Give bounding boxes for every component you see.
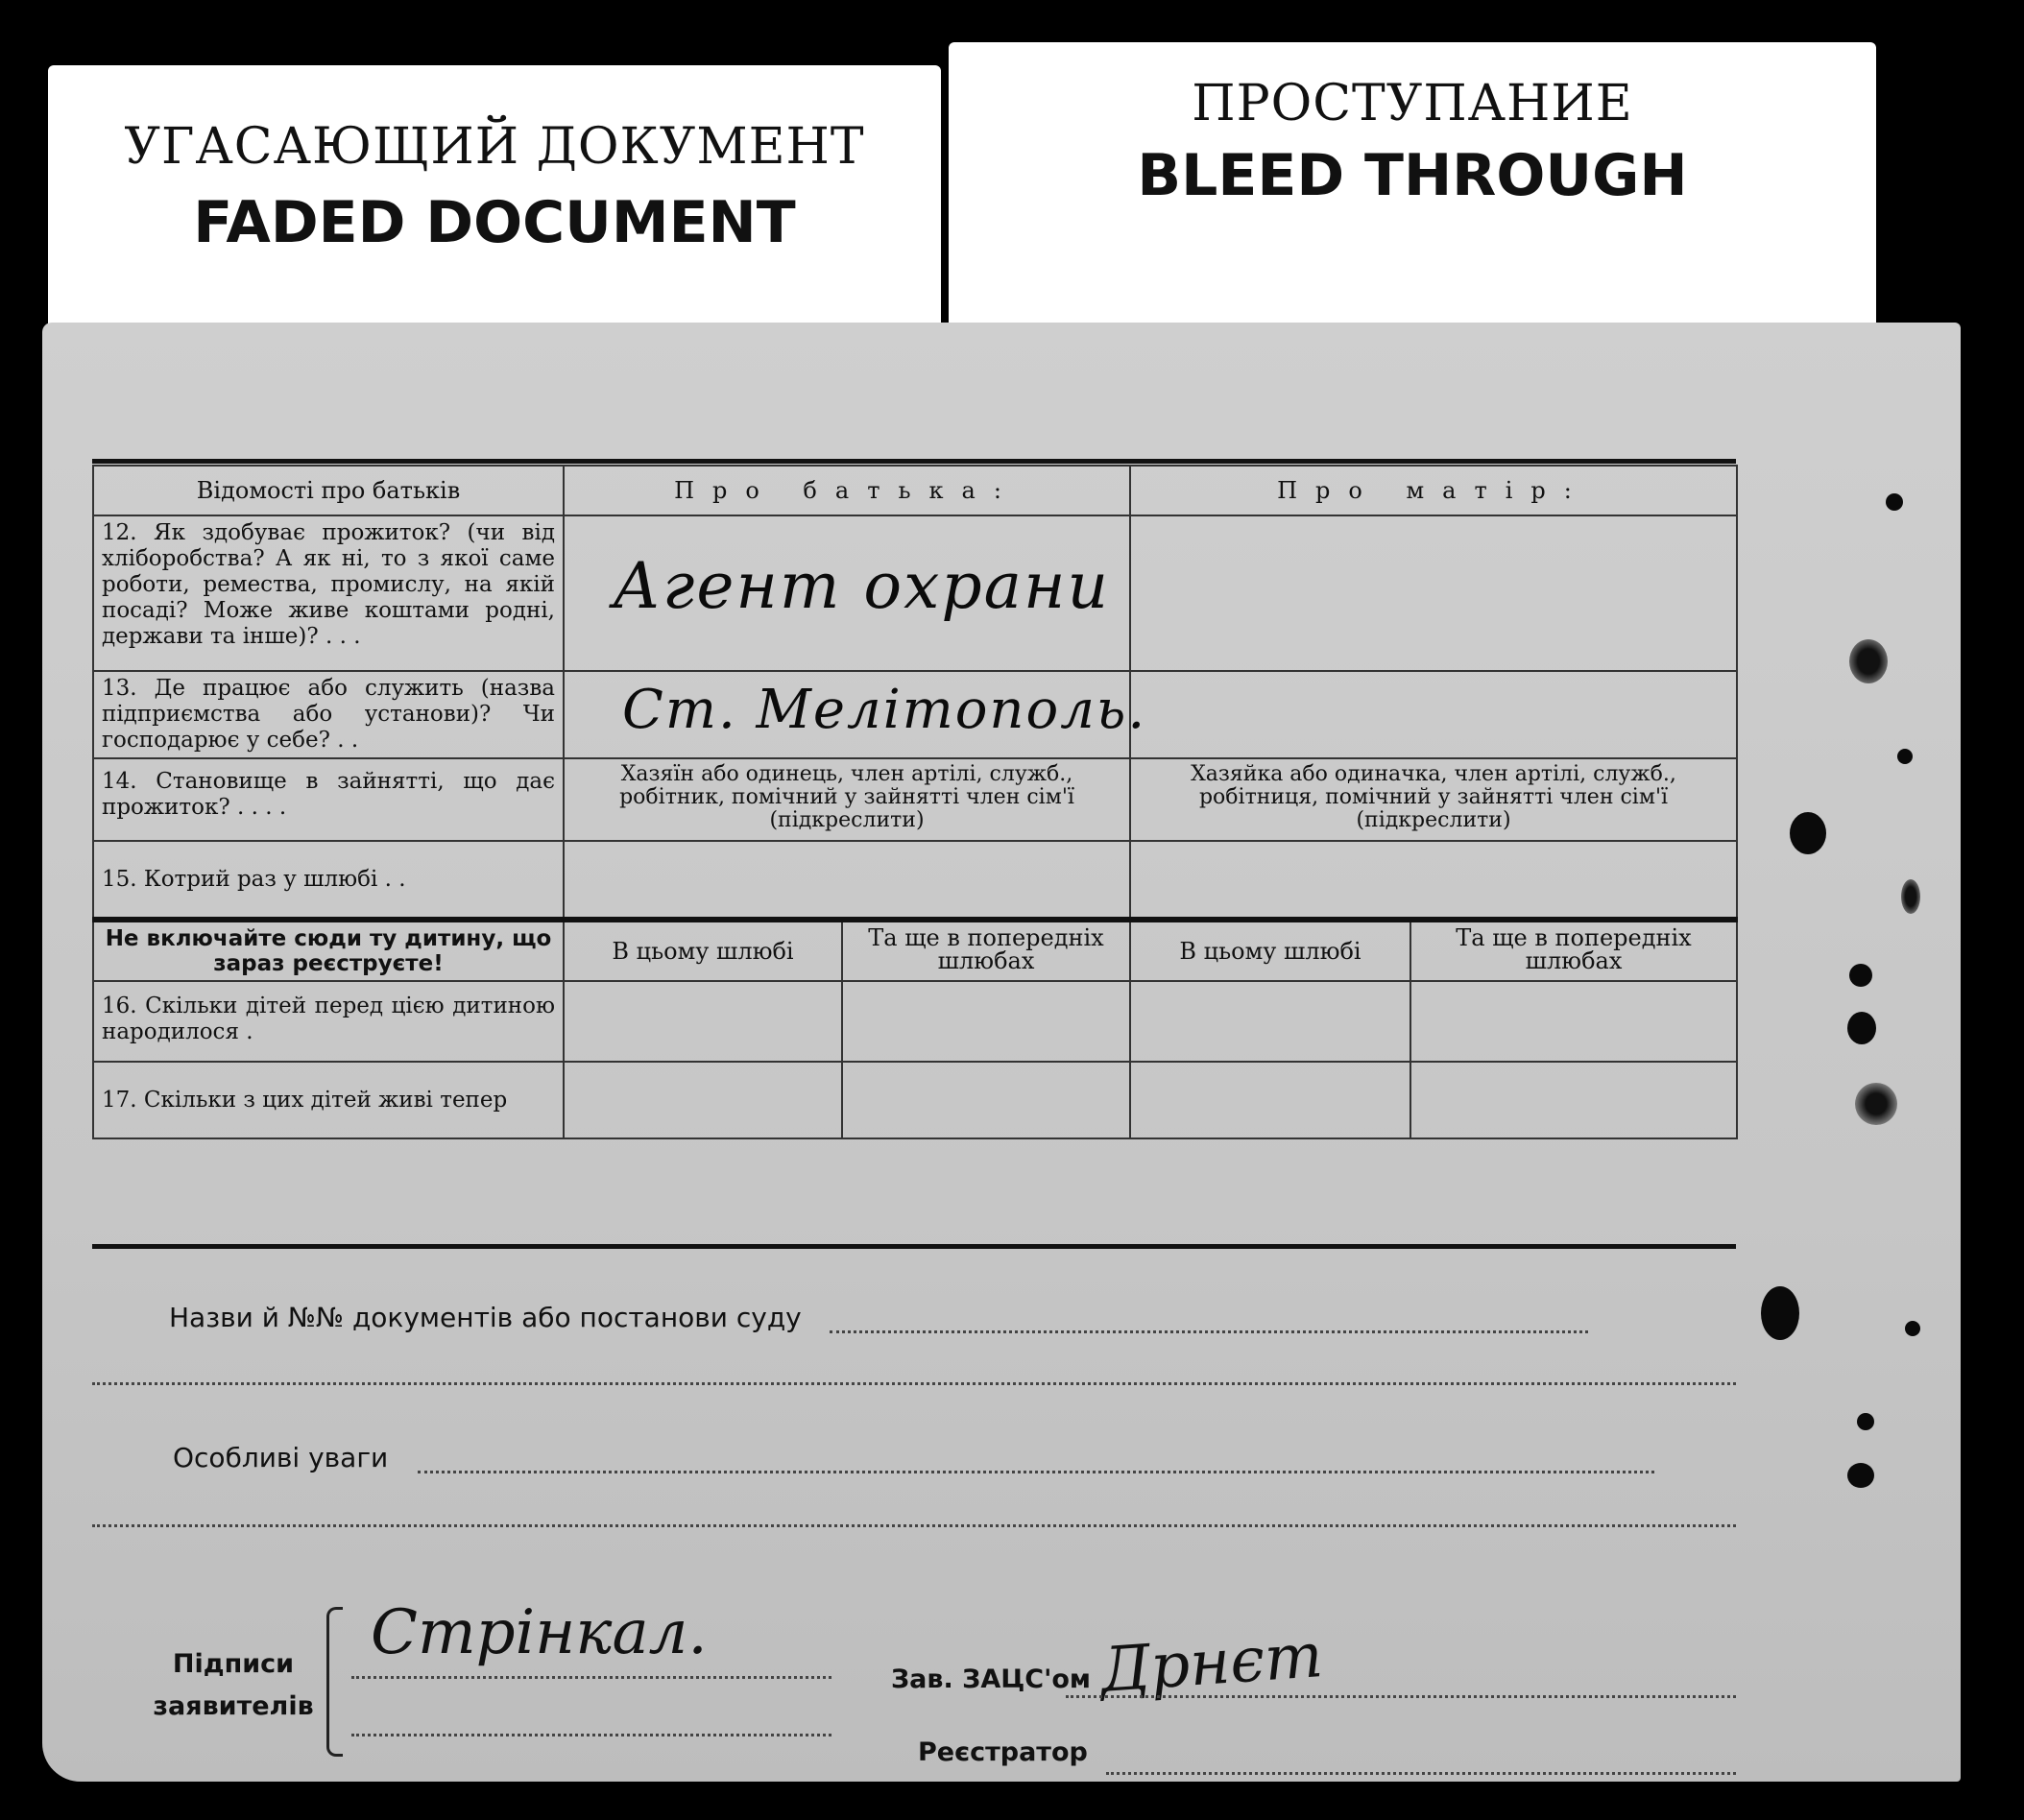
registrar-line [1106,1772,1736,1775]
answer-15-father [564,841,1130,920]
handwriting-workplace: Ст. Мелітополь. [622,678,1147,741]
subheader-father-previous: Та ще в попередніх шлюбах [842,920,1130,981]
cell-16-1 [564,981,842,1062]
punch-hole [1901,879,1920,914]
parents-form [92,465,1736,1767]
registrar-label: Реєстратор [918,1737,1088,1767]
header-info: Відомості про батьків [93,466,564,515]
answer-15-mother [1130,841,1737,920]
table-row-16 [93,981,1737,1062]
table-row-12 [93,515,1737,671]
question-13: 13. Де працює або служить (назва підприємства або установи)? Чи господарює у себе? . . [93,671,564,758]
handwriting-occupation: Агент охрани [613,549,1110,623]
notes-line-2 [92,1496,1736,1527]
applicant-signature: Стрінкал. [371,1597,708,1668]
bleed-through-label [949,42,1876,359]
table-row-14 [93,758,1737,841]
documents-line-2 [92,1353,1736,1385]
subheader-father-current: В цьому шлюбі [564,920,842,981]
cell-17-2 [842,1062,1130,1138]
header-mother: Про матір: [1130,466,1737,515]
parents-table [92,465,1738,1139]
punch-hole [1855,1083,1897,1125]
punch-hole [1847,1012,1876,1044]
top-rule [92,459,1736,464]
punch-hole [1886,493,1903,511]
table-row-17 [93,1062,1737,1138]
cell-16-3 [1130,981,1410,1062]
punch-hole [1897,749,1913,764]
question-15: 15. Котрий раз у шлюбі . . [93,841,564,920]
label-ru: УГАСАЮЩИЙ ДОКУМЕНТ [124,118,865,176]
punch-hole [1849,964,1872,987]
cell-17-4 [1410,1062,1737,1138]
punch-hole [1857,1413,1874,1430]
punch-hole [1790,812,1826,854]
cell-16-2 [842,981,1130,1062]
head-signature-line [1066,1695,1736,1698]
document-sheet [42,323,1961,1782]
table-subheader-row [93,920,1737,981]
signature-line-1 [351,1676,831,1679]
notes-line [92,1442,1736,1473]
answer-14-mother: Хазяйка або одиначка, член артілі, служб., робітниця, помічний у зайнятті член сім'ї (підкреслити) [1130,758,1737,841]
answer-13-mother [1130,671,1737,758]
head-label: Зав. ЗАЦС'ом [891,1664,1091,1694]
punch-hole [1761,1286,1799,1340]
answer-12-mother [1130,515,1737,671]
label-en: FADED DOCUMENT [193,189,796,256]
question-16: 16. Скільки дітей перед цією дитиною народилося . [93,981,564,1062]
table-header-row [93,466,1737,515]
label-ru: ПРОСТУПАНИЕ [1192,75,1633,132]
notes-field-2 [92,1499,1736,1527]
notes-label: Особливі уваги [173,1442,389,1473]
signature-line-2 [351,1734,831,1736]
header-father: Про батька: [564,466,1130,515]
cell-17-1 [564,1062,842,1138]
note-exclude-child: Не включайте сюди ту дитину, що зараз реєструєте! [93,920,564,981]
question-17: 17. Скільки з цих дітей живі тепер [93,1062,564,1138]
documents-line [92,1302,1736,1333]
documents-field-2 [92,1357,1736,1385]
bottom-rule [92,1244,1736,1249]
punch-hole [1849,639,1888,683]
subheader-mother-previous: Та ще в попередніх шлюбах [1410,920,1737,981]
label-en: BLEED THROUGH [1137,142,1688,209]
answer-12-father [564,515,1130,671]
table-row-13 [93,671,1737,758]
documents-field [830,1330,1588,1333]
cell-17-3 [1130,1062,1410,1138]
head-signature: Дрнєт [1097,1620,1325,1707]
punch-hole [1847,1463,1874,1488]
answer-14-father: Хазяїн або одинець, член артілі, служб., робітник, помічний у зайнятті член сім'ї (підкреслити) [564,758,1130,841]
notes-field [418,1471,1654,1473]
signatures-label: Підписи заявителів [153,1649,314,1721]
punch-hole [1905,1321,1920,1336]
subheader-mother-current: В цьому шлюбі [1130,920,1410,981]
cell-16-4 [1410,981,1737,1062]
answer-13-father [564,671,1147,758]
question-12: 12. Як здобуває прожиток? (чи від хліборобства? А як ні, то з якої саме роботи, ремества, промислу, на якій посаді? Може живе коштами родні, держави та інше)? . . . [93,515,564,671]
table-row-15 [93,841,1737,920]
signature-brace [326,1607,343,1757]
question-14: 14. Становище в зайнятті, що дає прожиток? . . . . [93,758,564,841]
documents-label: Назви й №№ документів або постанови суду [169,1302,802,1333]
